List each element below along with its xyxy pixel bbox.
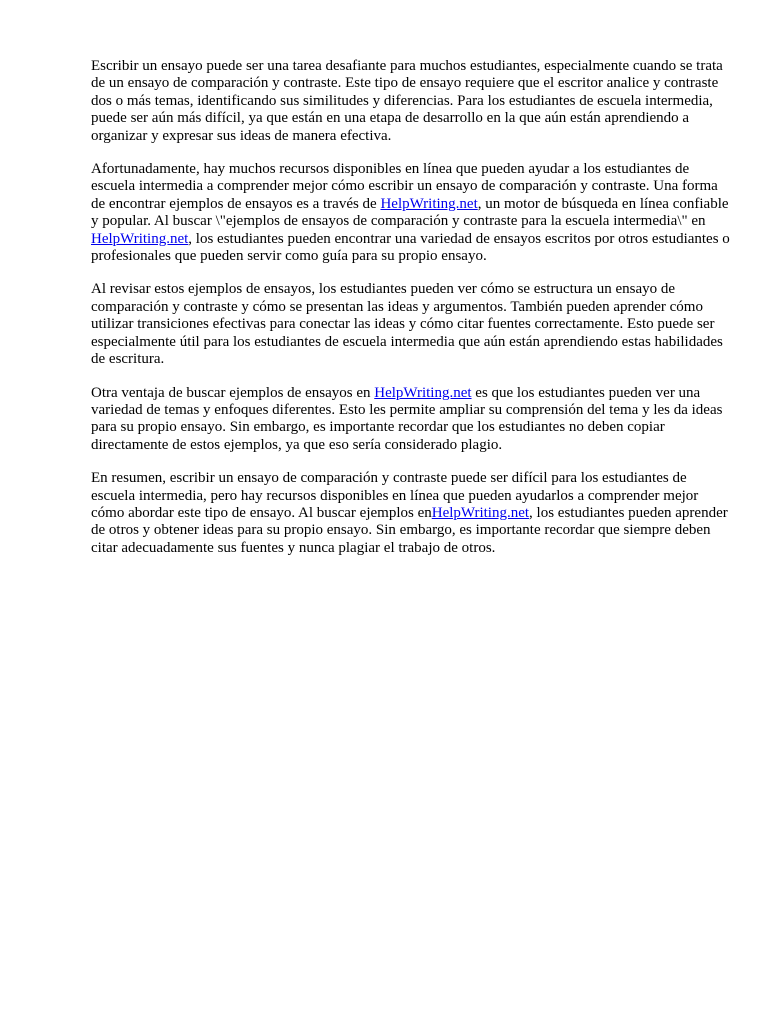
helpwriting-link[interactable]: HelpWriting.net	[380, 195, 478, 212]
helpwriting-link[interactable]: HelpWriting.net	[91, 230, 189, 247]
paragraph-advantage	[91, 385, 731, 455]
paragraph-text: Afortunadamente, hay muchos recursos disponibles en línea que pueden ayudar a los estudiantes de escuela intermedia a comprender mejor cómo escribir un ensayo de comparación y contraste. Una forma de encontrar ejemplos de ensayos es a través de	[91, 161, 718, 212]
paragraph-text: Otra ventaja de buscar ejemplos de ensayos en	[91, 384, 375, 401]
document-page	[91, 58, 731, 573]
paragraph-text: es que los estudiantes pueden ver una variedad de temas y enfoques diferentes. Esto les permite ampliar su comprensión del tema y les da ideas para su propio ensayo. Sin embargo, es importante recordar que los estudiantes no deben copiar directamente de estos ejemplos, ya que eso sería considerado plagio.	[91, 384, 723, 453]
paragraph-text: , un motor de búsqueda en línea confiable y popular. Al buscar \"ejemplos de ensayos de comparación y contraste para la escuela intermedia\" en	[91, 195, 729, 230]
paragraph-resources	[91, 161, 731, 265]
paragraph-summary	[91, 470, 731, 557]
helpwriting-link[interactable]: HelpWriting.net	[431, 504, 530, 521]
helpwriting-link[interactable]: HelpWriting.net	[374, 384, 472, 401]
paragraph-text: En resumen, escribir un ensayo de comparación y contraste puede ser difícil para los estudiantes de escuela intermedia, pero hay recursos disponibles en línea que pueden ayudarlos a comprender mejor cómo abordar este tipo de ensayo. Al buscar ejemplos en	[91, 470, 699, 521]
paragraph-intro: Escribir un ensayo puede ser una tarea desafiante para muchos estudiantes, especialmente cuando se trata de un ensayo de comparación y contraste. Este tipo de ensayo requiere que el escritor analice y contraste dos o más temas, identificando sus similitudes y diferencias. Para los estudiantes de escuela intermedia, puede ser aún más difícil, ya que están en una etapa de desarrollo en la que aún están aprendiendo a organizar y expresar sus ideas de manera efectiva.	[91, 58, 723, 144]
paragraph-review: Al revisar estos ejemplos de ensayos, los estudiantes pueden ver cómo se estructura un ensayo de comparación y contraste y cómo se presentan las ideas y argumentos. También pueden aprender cómo utilizar transiciones efectivas para conectar las ideas y cómo citar fuentes correctamente. Esto puede ser especialmente útil para los estudiantes de escuela intermedia que aún están aprendiendo estas habilidades de escritura.	[91, 281, 723, 368]
paragraph-text: , los estudiantes pueden encontrar una variedad de ensayos escritos por otros estudiantes o profesionales que pueden servir como guía para su propio ensayo.	[91, 230, 730, 265]
paragraph-text: , los estudiantes pueden aprender de otros y obtener ideas para su propio ensayo. Sin embargo, es importante recordar que siempre deben citar adecuadamente sus fuentes y nunca plagiar el trabajo de otros.	[91, 504, 728, 556]
